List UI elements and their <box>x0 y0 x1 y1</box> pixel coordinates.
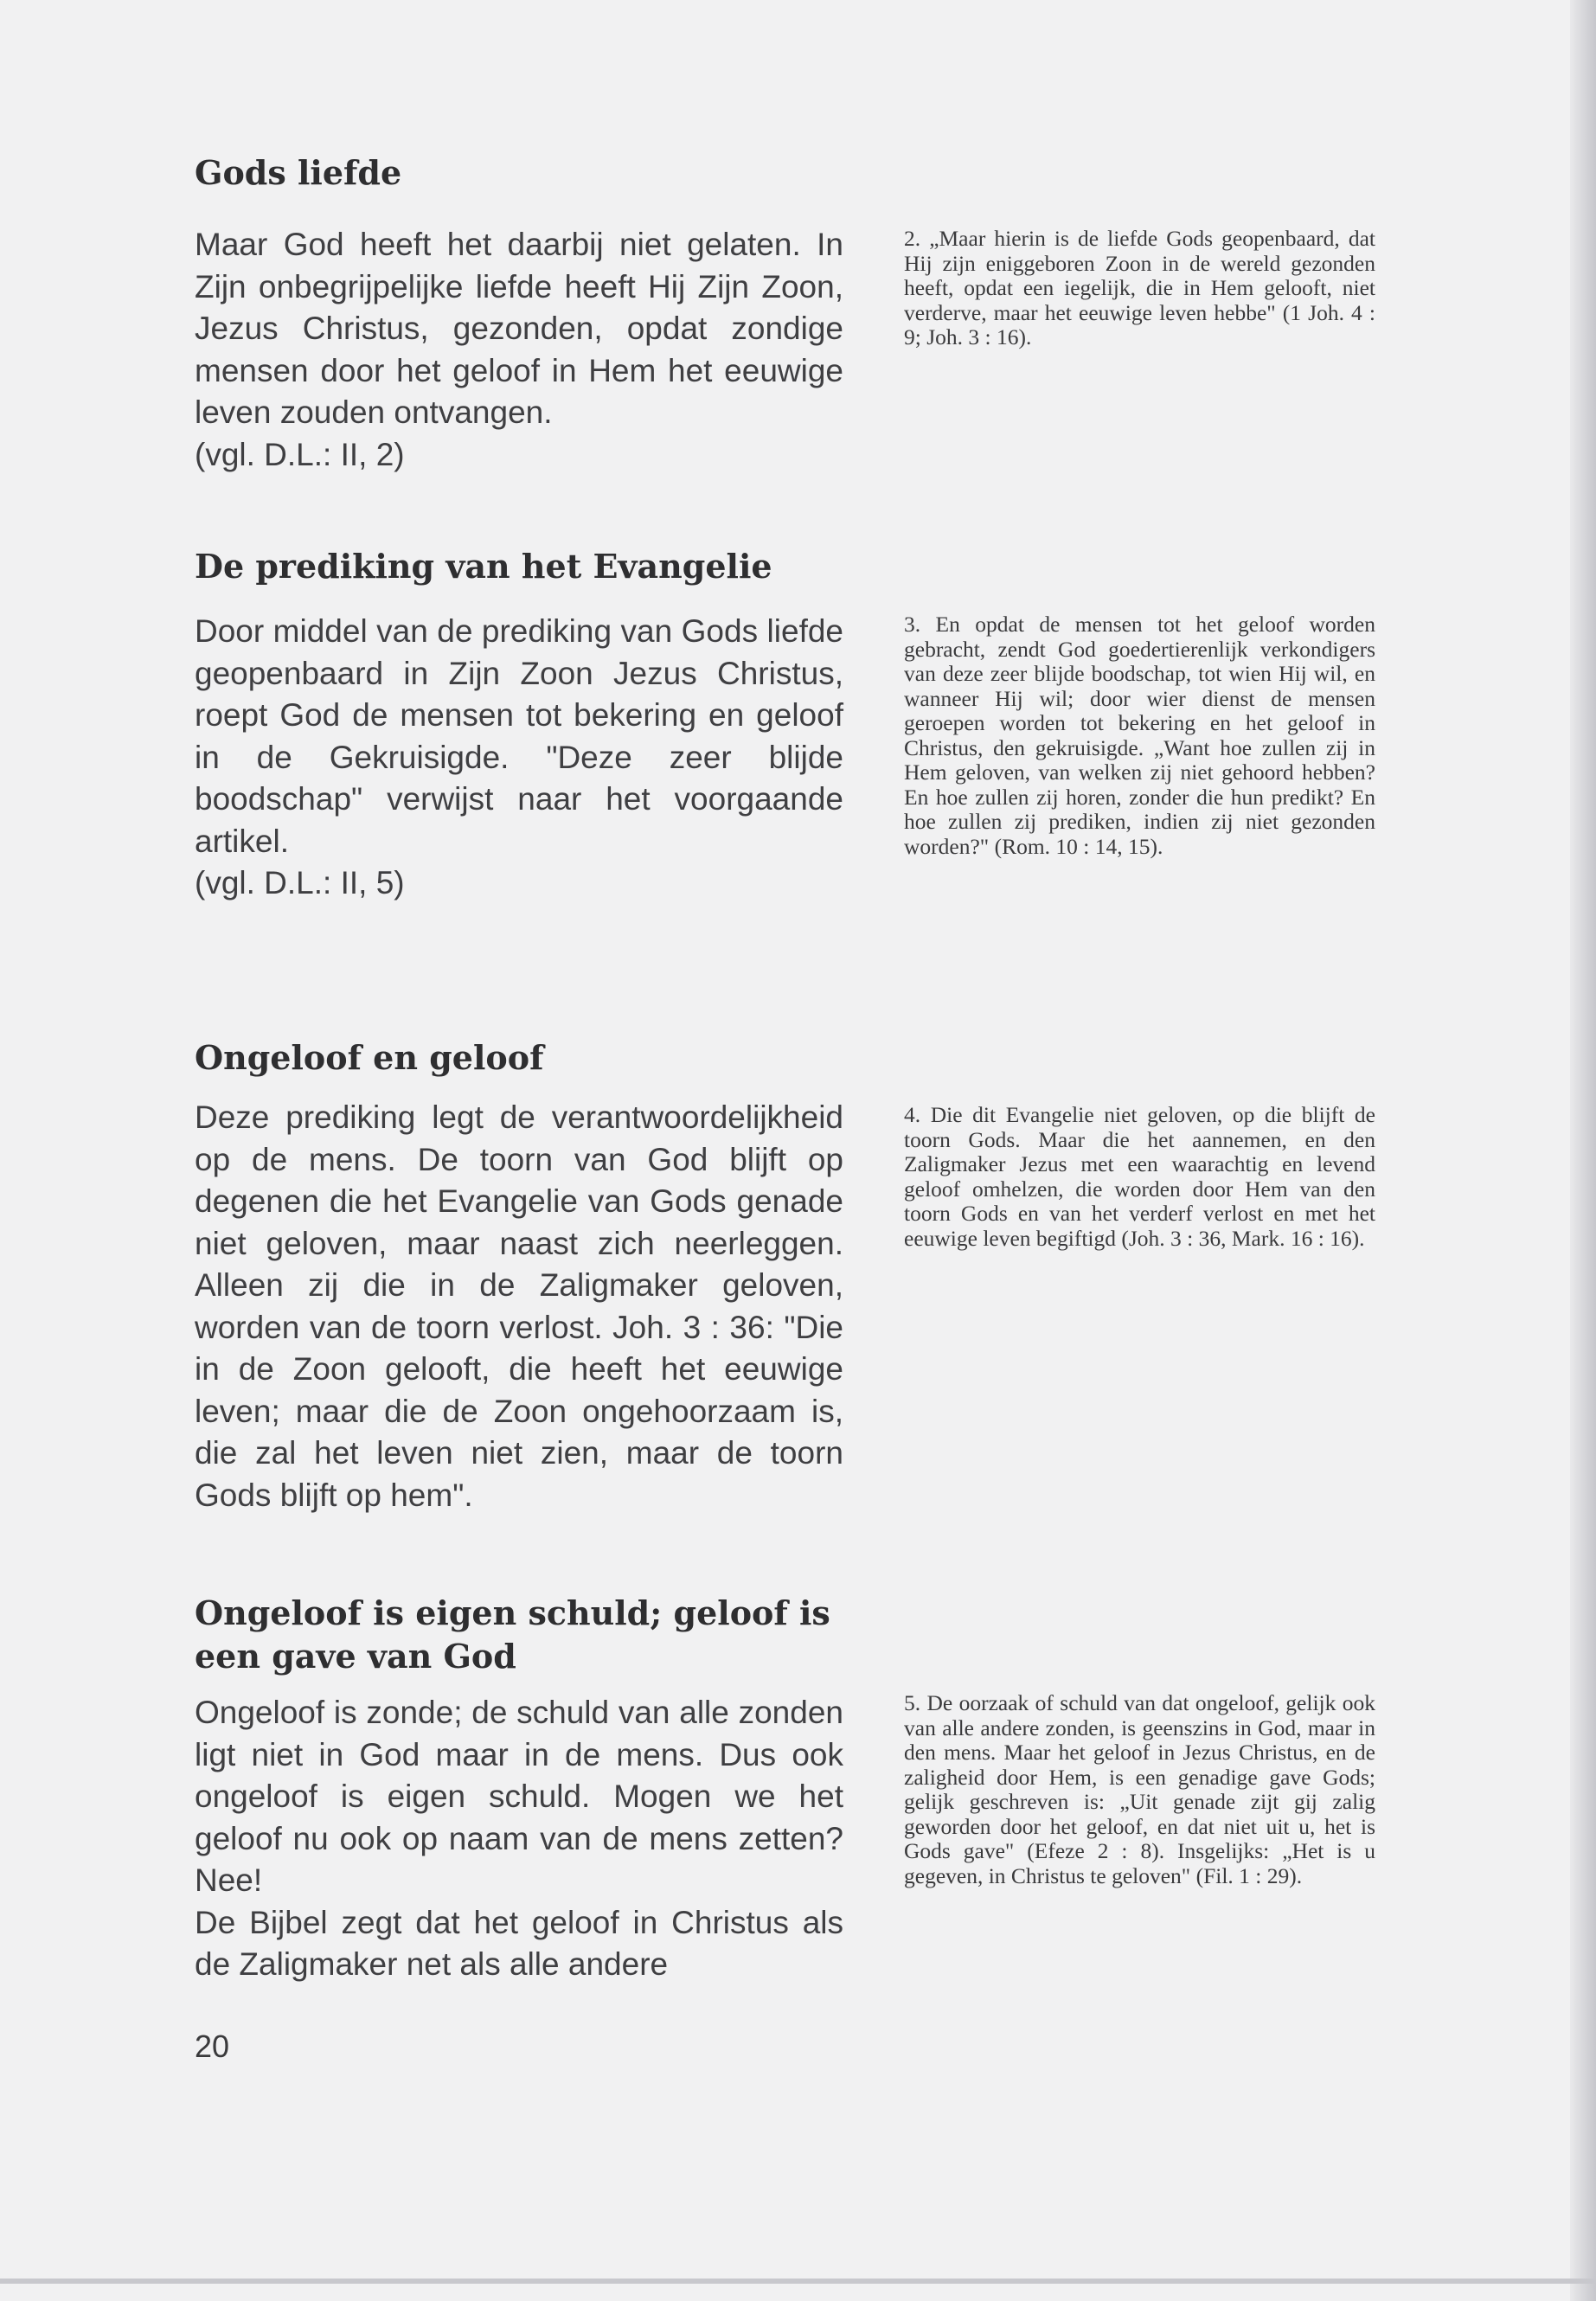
section-ongeloof-en-geloof <box>195 1036 843 1516</box>
page-bottom-edge <box>0 2279 1596 2284</box>
section-eigen-schuld <box>195 1592 843 1986</box>
section-body <box>195 1692 843 1986</box>
paragraph: Maar God heeft het daarbij niet gelaten. In Zijn onbegrijpelijke liefde heeft Hij Zijn Zoon, Jezus Christus, gezonden, opdat zondige mensen door het geloof in Hem het eeuwige leven zouden ontvangen. <box>195 227 843 430</box>
section-body <box>195 224 843 476</box>
section-heading: Ongeloof is eigen schuld; geloof is een gave van God <box>195 1593 830 1676</box>
footnote-4: 4. Die dit Evangelie niet geloven, op die blijft de toorn Gods. Maar die het aannemen, en den Zaligmaker Jezus met een waarachtig en levend geloof omhelzen, die worden door Hem van den toorn Gods en van het verderf verlost en met het eeuwige leven begiftigd (Joh. 3 : 36, Mark. 16 : 16). <box>904 1102 1375 1251</box>
section-heading: De prediking van het Evangelie <box>195 547 772 586</box>
section-body <box>195 611 843 905</box>
paragraph: Door middel van de prediking van Gods liefde geopenbaard in Zijn Zoon Jezus Christus, roept God de mensen tot bekering en geloof in de Gekruisigde. "Deze zeer blijde boodschap" verwijst naar het voorgaande artikel. <box>195 613 843 859</box>
footnote-3: 3. En opdat de mensen tot het geloof worden gebracht, zendt God goedertierenlijk verkondigers van deze zeer blijde boodschap, tot wien Hij wil, en wanneer Hij wil; door wier dienst de mensen geroepen worden tot bekering en het geloof in Christus, den gekruisigde. „Want hoe zullen zij in Hem geloven, van welken zij niet gehoord hebben? En hoe zullen zij horen, zonder die hun predikt? En hoe zullen zij prediken, indien zij niet gezonden worden?" (Rom. 10 : 14, 15). <box>904 612 1375 859</box>
paragraph: De Bijbel zegt dat het geloof in Christus als de Zaligmaker net als alle andere <box>195 1904 843 1982</box>
paragraph: Ongeloof is zonde; de schuld van alle zonden ligt niet in God maar in de mens. Dus ook ongeloof is eigen schuld. Mogen we het geloof nu ook op naam van de mens zetten? Nee! <box>195 1695 843 1898</box>
section-prediking <box>195 545 843 905</box>
paragraph: Deze prediking legt de verantwoordelijkheid op de mens. De toorn van God blijft op degenen die het Evangelie van Gods genade niet geloven, maar naast zich neerleggen. Alleen zij die in de Zaligmaker geloven, worden van de toorn verlost. Joh. 3 : 36: "Die in de Zoon gelooft, die heeft het eeuwige leven; maar die de Zoon ongehoorzaam is, die zal het leven niet zien, maar de toorn Gods blijft op hem". <box>195 1099 843 1513</box>
page-number: 20 <box>195 2029 230 2064</box>
section-gods-liefde <box>195 151 843 476</box>
section-heading: Gods liefde <box>195 153 402 192</box>
reference: (vgl. D.L.: II, 5) <box>195 865 405 901</box>
section-body <box>195 1097 843 1516</box>
reference: (vgl. D.L.: II, 2) <box>195 436 405 472</box>
book-spine-shadow <box>1570 0 1596 2301</box>
footnote-2: 2. „Maar hierin is de liefde Gods geopenbaard, dat Hij zijn eniggeboren Zoon in de wereld gezonden heeft, opdat een iegelijk, die in Hem gelooft, niet verderve, maar het eeuwige leven hebbe" (1 Joh. 4 : 9; Joh. 3 : 16). <box>904 226 1375 349</box>
footnote-5: 5. De oorzaak of schuld van dat ongeloof, gelijk ook van alle andere zonden, is geenszins in God, maar in den mens. Maar het geloof in Jezus Christus, en de zaligheid door Hem, is een genadige gave Gods; gelijk geschreven is: „Uit genade zijt gij zalig geworden door het geloof, en dat niet uit u, het is Gods gave" (Efeze 2 : 8). Insgelijks: „Het is u gegeven, in Christus te geloven" (Fil. 1 : 29). <box>904 1690 1375 1888</box>
section-heading: Ongeloof en geloof <box>195 1038 544 1077</box>
